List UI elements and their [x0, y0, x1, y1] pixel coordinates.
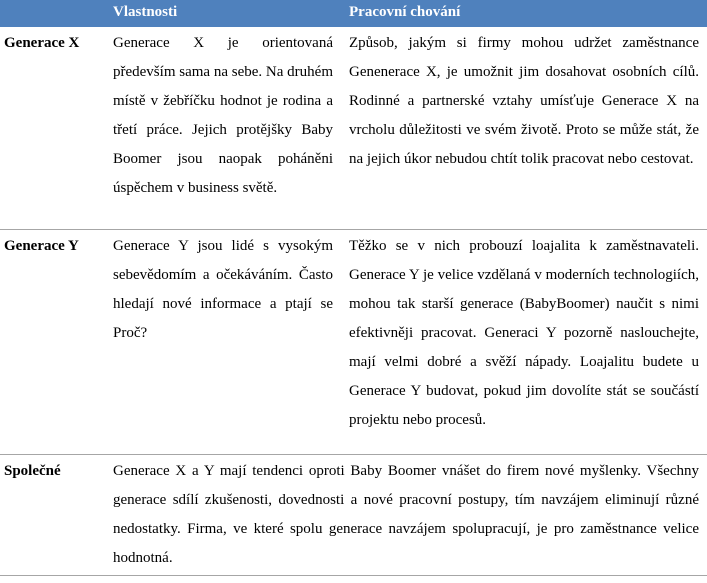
behavior-cell: Těžko se v nich probouzí loajalita k zaměstnavateli. Generace Y je velice vzdělaná v moderních technologiích, mohou tak starší generace (BabyBoomer) naučit s nimi efektivněji pracovat. Generaci Y pozorně naslouchejte, mají velmi dobré a svěží nápady. Loajalitu budete u Generace Y budovat, pokud jim dovolíte stát se součástí projektu nebo procesů.: [349, 238, 699, 428]
table-row: [0, 455, 707, 576]
header-row: [0, 0, 707, 27]
common-cell: Generace X a Y mají tendenci oproti Baby Boomer vnášet do firem nové myšlenky. Všechny generace sdílí zkušenosti, dovednosti a nové pracovní postupy, tím navzájem eliminují různé nedostatky. Firma, ve které spolu generace navzájem spolupracují, je pro zaměstnance velice hodnotná.: [113, 463, 699, 566]
header-properties: Vlastnosti: [105, 0, 341, 27]
row-label-generation-y: Generace Y: [4, 238, 79, 254]
header-behavior: Pracovní chování: [341, 0, 707, 27]
properties-cell: Generace X je orientovaná především sama na sebe. Na druhém místě v žebříčku hodnot je rodina a třetí práce. Jejich protějšky Baby Boomer jsou naopak poháněni úspěchem v business světě.: [113, 35, 333, 196]
table-row: [0, 230, 707, 455]
properties-cell: Generace Y jsou lidé s vysokým sebevědomím a očekáváním. Často hledají nové informace a ptají se Proč?: [113, 238, 333, 341]
row-label-generation-x: Generace X: [4, 35, 80, 51]
table-row: [0, 27, 707, 230]
header-empty-cell: [0, 0, 105, 27]
behavior-cell: Způsob, jakým si firmy mohou udržet zaměstnance Genenerace X, je umožnit jim dosahovat osobních cílů. Rodinné a partnerské vztahy umísťuje Generace X na vrcholu důležitosti ve svém životě. Proto se může stát, že na jejich úkor nebudou chtít tolik pracovat nebo cestovat.: [349, 35, 699, 167]
row-label-common: Společné: [4, 463, 61, 479]
